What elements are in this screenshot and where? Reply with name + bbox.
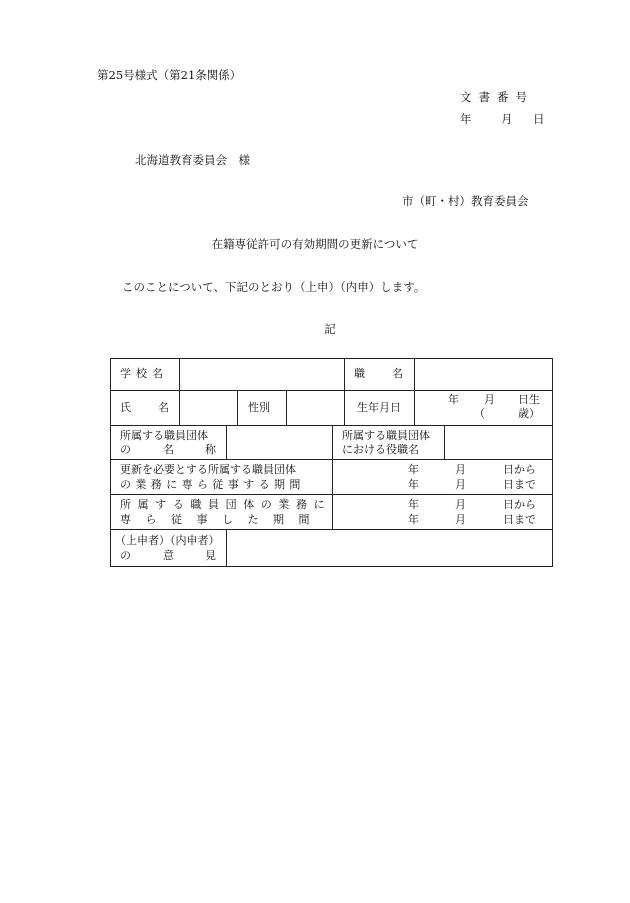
past-to-year: 年 [408,513,419,526]
document-title: 在籍専従許可の有効期間の更新について [211,237,419,251]
renewal-period-label-line1: 更新を必要とする所属する職員団体 [120,463,296,476]
position-label-char-1: 職 [354,367,365,380]
table-rule [286,390,287,425]
table-rule [110,529,553,530]
document-number-label: 文書番号 [460,90,534,104]
renewal-from-year: 年 [408,463,419,476]
school-name-label: 学校名 [120,367,168,380]
name-label-char-1: 氏 [120,401,131,414]
table-border [110,358,553,359]
past-period-label-line1: 所属する職員団体の業務に [120,498,332,511]
birth-year-label: 年 [448,393,459,406]
addressee: 北海道教育委員会 様 [135,153,250,167]
birth-month-label: 月 [484,393,495,406]
opinion-label-line1: （上申者）（内申者） [115,534,220,547]
past-period-label-line2: 専ら従事した期間 [120,513,324,526]
renewal-from-month: 月 [455,463,466,476]
opinion-label-char-2: 意 [163,549,174,562]
ki-label: 記 [324,322,336,336]
org-name-label-char-3: 称 [205,443,216,456]
past-from-year: 年 [408,498,419,511]
form-table [110,358,553,567]
birth-day-label: 日生 [518,393,540,406]
date-day-label: 日 [533,112,545,126]
org-role-label-line1: 所属する職員団体 [342,429,430,442]
age-close-label: 歳） [518,407,540,420]
body-text: このことについて、下記のとおり（上申）（内申）します。 [122,280,426,294]
table-rule [237,390,238,425]
name-label-char-2: 名 [158,401,169,414]
table-rule [344,358,345,425]
date-year-label: 年 [460,112,472,126]
document-date [460,111,550,125]
table-rule [332,425,333,459]
table-border [110,358,111,567]
table-rule [226,425,227,459]
age-open-label: （ [474,407,485,420]
form-number: 第25号様式（第21条関係） [97,68,242,82]
position-label-char-2: 名 [392,367,403,380]
date-month-label: 月 [501,112,513,126]
gender-label: 性別 [248,401,270,414]
org-name-label-line1: 所属する職員団体 [120,429,208,442]
opinion-label-char-1: の [120,549,131,562]
past-to-day: 日まで [503,513,536,526]
table-rule [110,390,553,391]
renewal-from-day: 日から [503,463,536,476]
org-name-label-char-2: 名 [163,443,174,456]
past-from-day: 日から [503,498,536,511]
table-border [110,566,553,567]
renewal-to-day: 日まで [503,478,536,491]
table-rule [332,459,333,529]
past-to-month: 月 [455,513,466,526]
past-from-month: 月 [455,498,466,511]
org-name-label-char-1: の [120,443,131,456]
org-role-label-line2: における役職名 [342,443,419,456]
sender: 市（町・村）教育委員会 [402,194,529,208]
table-rule [414,358,415,425]
table-rule [226,529,227,566]
table-rule [444,425,445,459]
table-border [552,358,553,567]
opinion-label-char-3: 見 [205,549,216,562]
renewal-to-year: 年 [408,478,419,491]
table-rule [179,358,180,425]
renewal-to-month: 月 [455,478,466,491]
renewal-period-label-line2: の業務に専ら従事する期間 [120,478,305,491]
birthdate-label: 生年月日 [357,401,401,414]
